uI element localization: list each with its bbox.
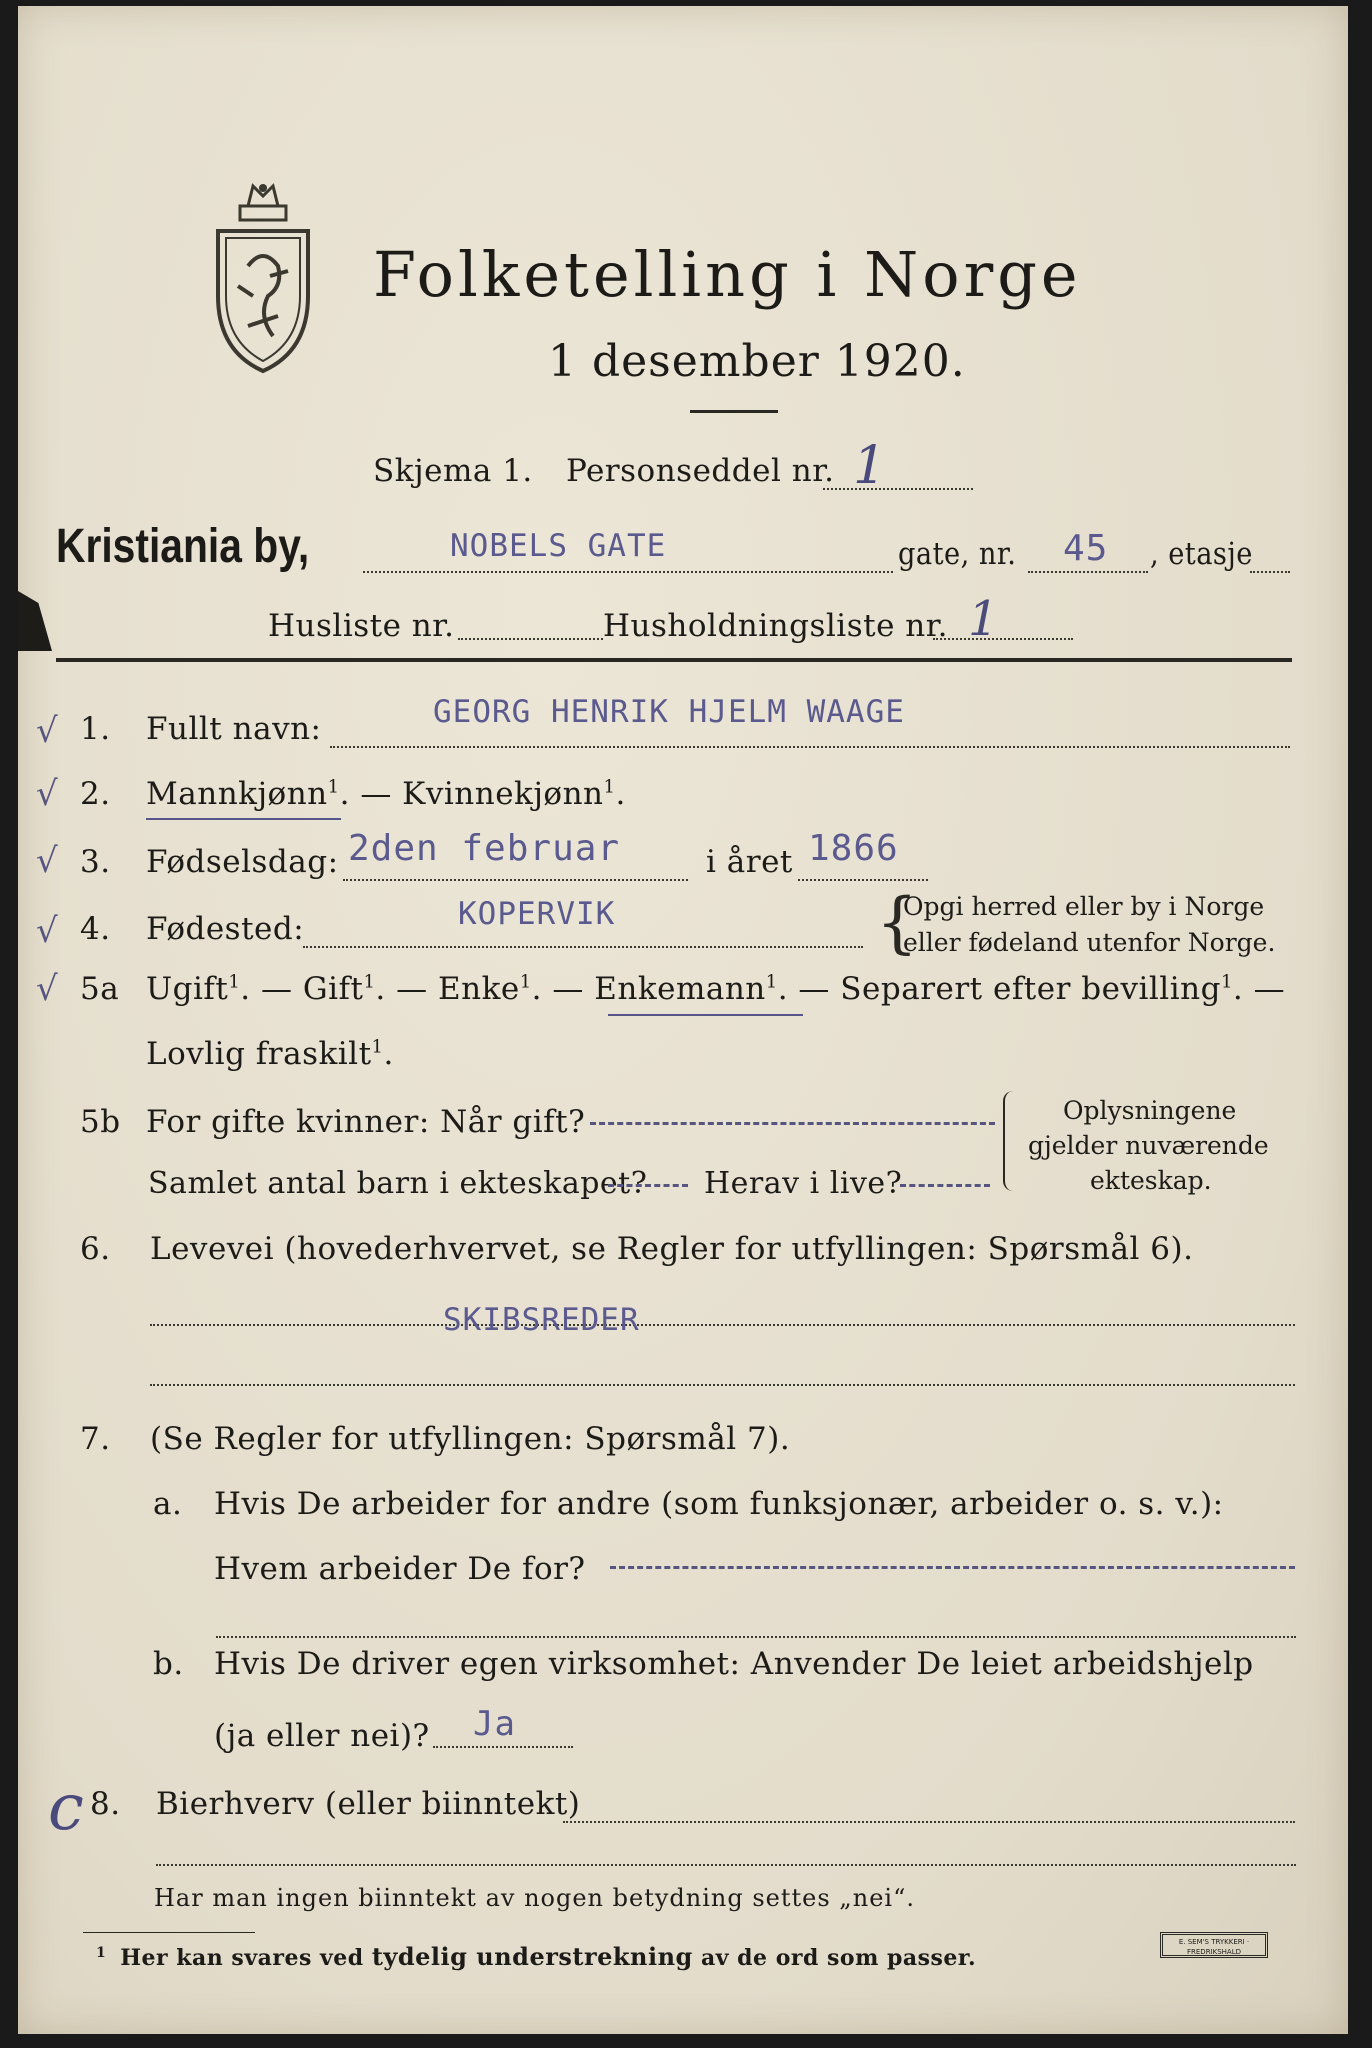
footnote-text-c: av de ord som passer.	[692, 1945, 977, 1971]
gate-nr-label: gate, nr.	[898, 536, 1017, 572]
q3-year-value: 1866	[808, 828, 899, 869]
q5b-number: 5b	[80, 1104, 121, 1140]
q1-label: Fullt navn:	[146, 711, 322, 747]
q4-line	[303, 946, 863, 948]
q7a-line-2	[216, 1636, 1296, 1638]
q5a-separator: . —	[531, 971, 595, 1007]
q4-label: Fødested:	[146, 911, 305, 947]
q3-year-label: i året	[706, 844, 793, 880]
city-label: Kristiania by,	[56, 520, 310, 573]
q8-note: Har man ingen biinntekt av nogen betydning settes „nei“.	[154, 1884, 915, 1912]
q5b-children-label: Samlet antal barn i ekteskapet?	[148, 1166, 648, 1201]
footnote-rule	[83, 1932, 255, 1933]
etasje-line	[1250, 571, 1290, 573]
title-divider	[690, 410, 778, 413]
q6-line-2	[150, 1384, 1295, 1386]
q5a-sup-2: 1	[363, 971, 376, 993]
q3-value: 2den februar	[348, 828, 621, 869]
q7b-number: b.	[153, 1646, 184, 1682]
q5a-options	[146, 971, 1285, 1007]
q5b-married-dash	[590, 1122, 995, 1125]
census-form-page	[18, 6, 1348, 2034]
q8-line-1	[563, 1821, 1295, 1823]
personseddel-value: 1	[853, 436, 887, 496]
q5a-sup-1: 1	[228, 971, 241, 993]
footnote-text-a: Her kan svares ved	[120, 1945, 372, 1971]
q5b-bracket	[1003, 1091, 1017, 1191]
etasje-label: , etasje	[1150, 536, 1253, 572]
husholdning-line	[933, 638, 1073, 640]
q5a-ugift-option: Ugift	[146, 971, 229, 1007]
section-divider	[56, 658, 1292, 662]
margin-mark-q8: c	[48, 1771, 84, 1845]
q5a-sup-6: 1	[371, 1036, 384, 1058]
q7a-dash	[610, 1566, 1295, 1569]
husholdning-value: 1	[968, 591, 999, 647]
q3-label: Fødselsdag:	[146, 844, 339, 880]
q3-number: 3.	[80, 844, 111, 880]
street-line	[363, 571, 893, 573]
q5a-enkemann-option: Enkemann	[594, 971, 766, 1007]
q7b-line	[433, 1746, 573, 1748]
printer-stamp-text: E. SEM'S TRYKKERI · FREDRIKSHALD	[1178, 1938, 1250, 1956]
q6-number: 6.	[80, 1231, 111, 1267]
q4-brace: {	[876, 884, 918, 961]
q3-line	[343, 879, 688, 881]
q5a-end: . —	[1232, 971, 1286, 1007]
q5a-sup-5: 1	[1220, 971, 1233, 993]
q5a-fraskilt-option	[146, 1036, 394, 1072]
census-date: 1 desember 1920.	[548, 336, 966, 387]
q7-number: 7.	[80, 1421, 111, 1457]
q7b-label-line2: (ja eller nei)?	[214, 1718, 430, 1754]
q5b-note-line3: ekteskap.	[1090, 1166, 1212, 1195]
check-mark-q2: √	[36, 774, 58, 814]
q4-note-line1: Opgi herred eller by i Norge	[903, 892, 1265, 921]
q2-options	[146, 776, 626, 812]
q2-female-option: . — Kvinnekjønn	[339, 776, 604, 812]
printer-stamp	[1160, 1932, 1268, 1958]
footnote	[96, 1942, 976, 1971]
check-mark-q1: √	[36, 711, 58, 751]
q2-sup-2: 1	[603, 776, 616, 798]
q5a-sup-4: 1	[765, 971, 778, 993]
page-stain	[18, 591, 52, 651]
nr-line	[1028, 571, 1148, 573]
q5a-fraskilt-end: .	[383, 1036, 394, 1072]
check-mark-q5a: √	[36, 969, 58, 1009]
q4-value: KOPERVIK	[458, 896, 616, 932]
q5b-children-dash	[608, 1184, 688, 1187]
q5a-fraskilt-label: Lovlig fraskilt	[146, 1036, 372, 1072]
schema-label: Skjema 1.	[373, 453, 533, 489]
q5a-enkemann-underline	[608, 1014, 803, 1016]
q5a-gift-option: . — Gift	[240, 971, 364, 1007]
q5b-alive-label: Herav i live?	[704, 1166, 903, 1201]
q5a-separert-option: . — Separert efter bevilling	[777, 971, 1221, 1007]
q2-sup-1: 1	[327, 776, 340, 798]
q8-label: Bierhverv (eller biinntekt)	[156, 1786, 581, 1822]
q8-number: 8.	[90, 1786, 121, 1822]
q5b-label: For gifte kvinner: Når gift?	[146, 1104, 586, 1140]
form-title: Folketelling i Norge	[373, 238, 1082, 311]
q7b-label: Hvis De driver egen virksomhet: Anvender De leiet arbeidshjelp	[214, 1646, 1254, 1682]
q8-line-2	[156, 1864, 1296, 1866]
q1-number: 1.	[80, 711, 111, 747]
husliste-label: Husliste nr.	[268, 608, 455, 644]
q7a-label: Hvis De arbeider for andre (som funksjonær, arbeider o. s. v.):	[214, 1486, 1224, 1522]
footnote-mark: 1	[96, 1944, 107, 1961]
husholdning-label: Husholdningsliste nr.	[603, 608, 949, 644]
q2-number: 2.	[80, 776, 111, 812]
personseddel-label: Personseddel nr.	[566, 453, 835, 489]
q3-year-line	[798, 879, 928, 881]
q5a-sup-3: 1	[519, 971, 532, 993]
check-mark-q4: √	[36, 911, 58, 951]
q4-number: 4.	[80, 911, 111, 947]
personseddel-line	[823, 488, 973, 490]
q2-male-option: Mannkjønn	[146, 776, 328, 812]
q7b-value: Ja	[473, 1704, 516, 1744]
q1-line	[330, 746, 1290, 748]
q5b-note-line2: gjelder nuværende	[1028, 1131, 1269, 1160]
q6-line-1	[150, 1324, 1295, 1326]
q2-end: .	[615, 776, 626, 812]
q6-label: Levevei (hovederhvervet, se Regler for utfyllingen: Spørsmål 6).	[150, 1231, 1194, 1267]
q5a-enke-option: . — Enke	[375, 971, 520, 1007]
q7a-label-line2: Hvem arbeider De for?	[214, 1551, 586, 1587]
check-mark-q3: √	[36, 841, 58, 881]
q5b-note-line1: Oplysningene	[1063, 1096, 1237, 1125]
street-value: NOBELS GATE	[450, 528, 667, 564]
coat-of-arms-icon	[208, 176, 318, 376]
q4-note-line2: eller fødeland utenfor Norge.	[903, 928, 1276, 957]
footnote-text-b: tydelig understrekning	[371, 1942, 693, 1971]
nr-value: 45	[1063, 528, 1109, 569]
q6-value: SKIBSREDER	[443, 1302, 640, 1338]
q1-value: GEORG HENRIK HJELM WAAGE	[433, 694, 905, 730]
q7a-number: a.	[153, 1486, 183, 1522]
q7-label: (Se Regler for utfyllingen: Spørsmål 7).	[150, 1421, 791, 1457]
q5a-number: 5a	[80, 971, 120, 1007]
husliste-line	[458, 638, 603, 640]
q2-male-underline	[146, 818, 341, 820]
q5b-alive-dash	[900, 1184, 990, 1187]
